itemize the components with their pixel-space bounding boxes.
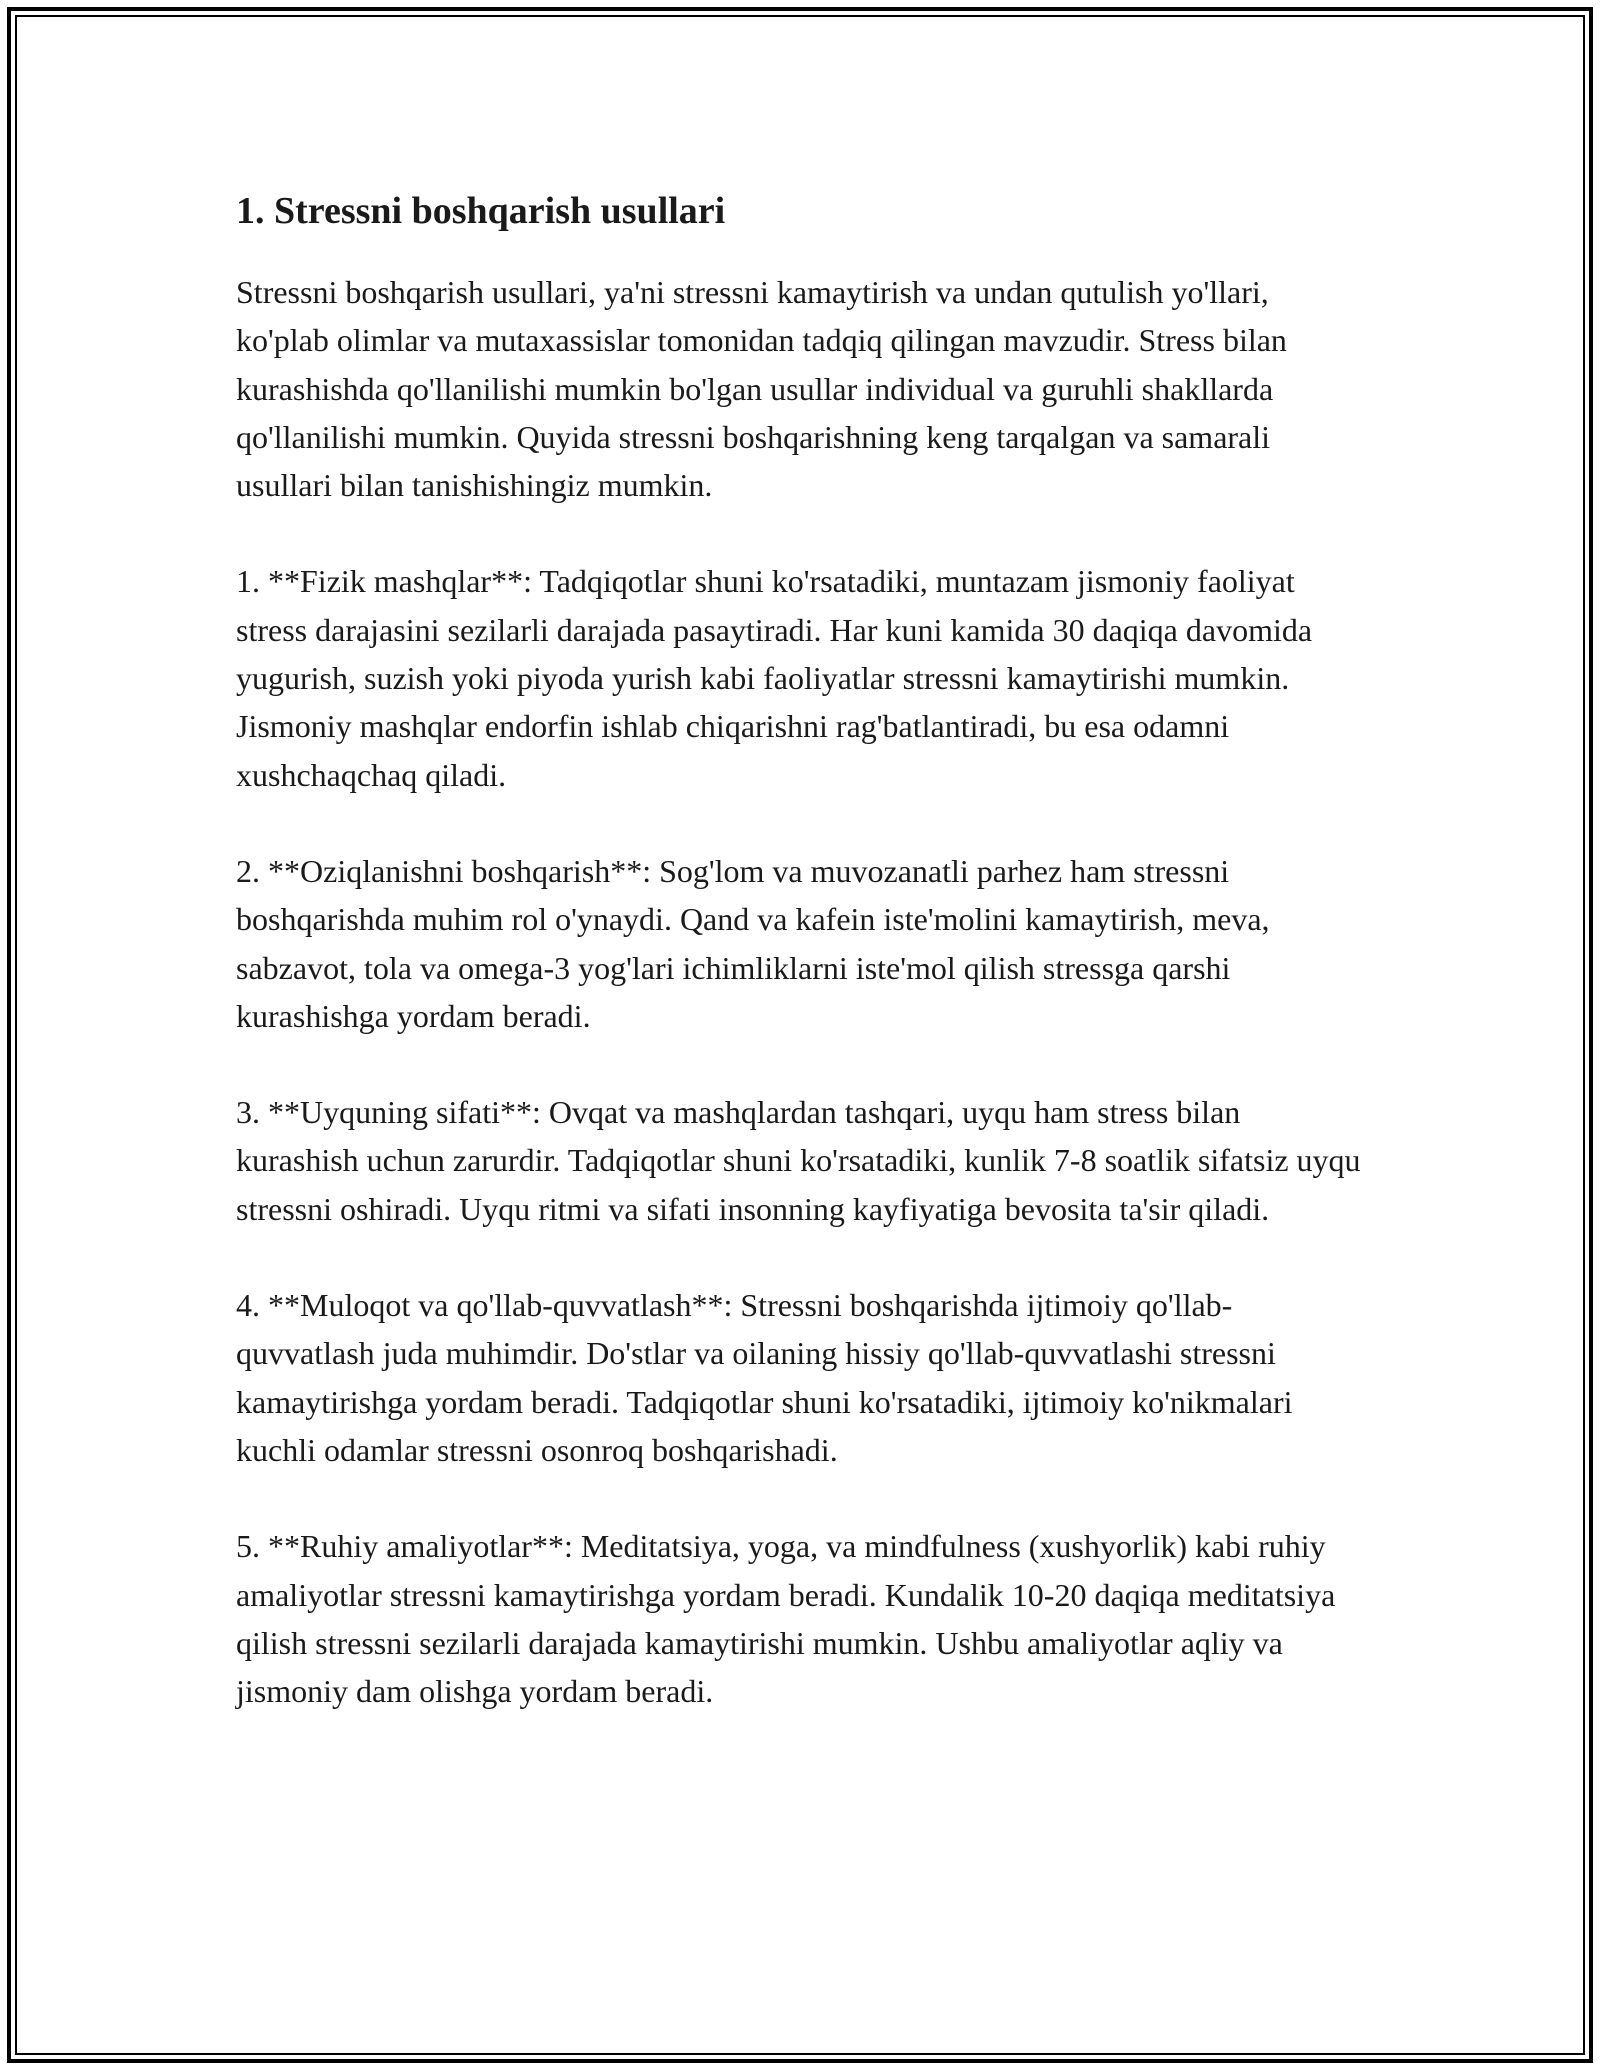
paragraph-social-support: 4. **Muloqot va qo'llab-quvvatlash**: Stressni boshqarishda ijtimoiy qo'llab-quvvatlash juda muhimdir. Do'stlar va oilaning hissiy qo'llab-quvvatlashi stressni kamaytirishga yordam beradi. Tadqiqotlar shuni ko'rsatadiki, ijtimoiy ko'nikmalari kuchli odamlar stressni osonroq boshqarishadi. [236, 1287, 1293, 1468]
section-title: 1. Stressni boshqarish usullari [236, 190, 726, 232]
paragraph-mental-practices: 5. **Ruhiy amaliyotlar**: Meditatsiya, yoga, va mindfulness (xushyorlik) kabi ruhiy amaliyotlar stressni kamaytirishga yordam beradi. Kundalik 10-20 daqiqa meditatsiya qilish stressni sezilarli darajada kamaytirishi mumkin. Ushbu amaliyotlar aqliy va jismoniy dam olishga yordam beradi. [236, 1528, 1336, 1710]
intro-paragraph: Stressni boshqarish usullari, ya'ni stressni kamaytirish va undan qutulish yo'llari, ko'plab olimlar va mutaxassislar tomonidan tadqiq qilingan mavzudir. Stress bilan kurashishda qo'llanilishi mumkin bo'lgan usullar individual va guruhli shakllarda qo'llanilishi mumkin. Quyida stressni boshqarishning keng tarqalgan va samarali usullari bilan tanishishingiz mumkin. [236, 274, 1287, 504]
paragraph-nutrition: 2. **Oziqlanishni boshqarish**: Sog'lom va muvozanatli parhez ham stressni boshqarishda muhim rol o'ynaydi. Qand va kafein iste'molini kamaytirish, meva, sabzavot, tola va omega-3 yog'lari ichimliklarni iste'mol qilish stressga qarshi kurashishga yordam beradi. [236, 852, 1270, 1034]
document-body [236, 186, 1366, 1763]
paragraph-sleep-quality: 3. **Uyquning sifati**: Ovqat va mashqlardan tashqari, uyqu ham stress bilan kurashish uchun zarurdir. Tadqiqotlar shuni ko'rsatadiki, kunlik 7-8 soatlik sifatsiz uyqu stressni oshiradi. Uyqu ritmi va sifati insonning kayfiyatiga bevosita ta'sir qiladi. [236, 1094, 1361, 1227]
paragraph-physical-exercise: 1. **Fizik mashqlar**: Tadqiqotlar shuni ko'rsatadiki, muntazam jismoniy faoliyat stress darajasini sezilarli darajada pasaytiradi. Har kuni kamida 30 daqiqa davomida yugurish, suzish yoki piyoda yurish kabi faoliyatlar stressni kamaytirishi mumkin. Jismoniy mashqlar endorfin ishlab chiqarishni rag'batlantiradi, bu esa odamni xushchaqchaq qiladi. [236, 563, 1313, 793]
